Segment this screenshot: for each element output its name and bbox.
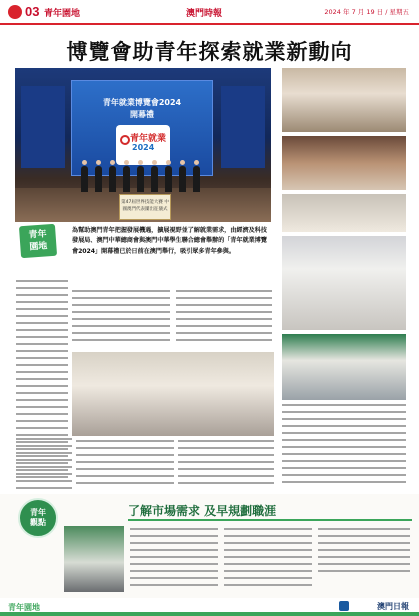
guest-figure — [123, 166, 130, 192]
page-number: 03 — [25, 4, 40, 19]
stage-banner-left — [21, 86, 65, 168]
bottom-column-2 — [224, 528, 312, 591]
footer-rule — [0, 612, 419, 616]
expo-logo-text: 青年就業 — [130, 134, 167, 144]
target-icon — [120, 135, 130, 145]
guest-figure — [81, 166, 88, 192]
page-headline: 博覽會助青年探索就業新動向 — [66, 39, 353, 64]
screen-title: 青年就業博覽會2024 — [102, 98, 182, 107]
exhibition-visitors-photo — [282, 236, 406, 330]
youth-section-tag — [19, 224, 57, 258]
bottom-title-rule — [128, 519, 412, 521]
body-column-2 — [72, 290, 170, 346]
guest-figure — [165, 166, 172, 192]
body-column-2-lower — [76, 440, 174, 489]
bottom-column-1 — [130, 528, 218, 591]
body-column-1-lower — [16, 438, 72, 494]
section-name: 青年園地 — [44, 9, 81, 19]
lead-paragraph: 為幫助澳門青年把握發展機遇，擴展視野並了解就業需求，由經濟及科技發展局、澳門中華總商會與澳門中華學生聯合總會舉辦的「青年就業博覽會2024」開幕禮已於日前在澳門舉行，吸引眾多青年參與。 — [72, 227, 267, 255]
footer-section-label: 青年園地 — [8, 603, 40, 612]
stage-sign: 第47屆世界技能大賽 中國澳門代表團出征儀式 — [119, 194, 171, 220]
guest-figure — [193, 166, 200, 192]
body-column-4 — [282, 404, 406, 488]
issue-date: 2024 年 7 月 19 日 / 星期五 — [324, 8, 409, 16]
expo-hall-photo — [72, 352, 274, 436]
newspaper-logo-icon — [339, 601, 349, 611]
body-column-3 — [176, 290, 272, 346]
event-hall-photo — [282, 68, 406, 132]
youth-view-logo-text: 青年 觀點 — [30, 508, 46, 527]
guest-figure — [151, 166, 158, 192]
booth-crowd-photo — [282, 136, 406, 190]
guest-figure — [109, 166, 116, 192]
expo-logo — [116, 125, 170, 165]
audience-photo — [282, 194, 406, 232]
bottom-column-3 — [318, 528, 410, 577]
columnist-photo — [64, 526, 124, 592]
bottom-section-title: 了解市場需求 及早規劃職涯 — [128, 504, 277, 518]
expo-logo-year: 2024 — [132, 143, 155, 152]
newspaper-name: 澳門時報 — [186, 9, 223, 19]
booth-consultation-photo — [282, 334, 406, 400]
youth-view-logo — [18, 498, 58, 538]
guest-figure — [179, 166, 186, 192]
header-rule — [0, 23, 419, 25]
footer-newspaper-name: 澳門日報 — [377, 601, 409, 611]
guest-figure — [137, 166, 144, 192]
body-column-3-lower — [178, 440, 274, 489]
youth-tag-text: 青年 園地 — [28, 229, 48, 253]
opening-ceremony-photo — [15, 68, 271, 222]
stage-banner-right — [221, 86, 265, 168]
page-header — [0, 0, 419, 24]
section-badge-icon — [8, 5, 22, 19]
screen-subtitle: 開幕禮 — [130, 110, 154, 119]
guest-figure — [95, 166, 102, 192]
